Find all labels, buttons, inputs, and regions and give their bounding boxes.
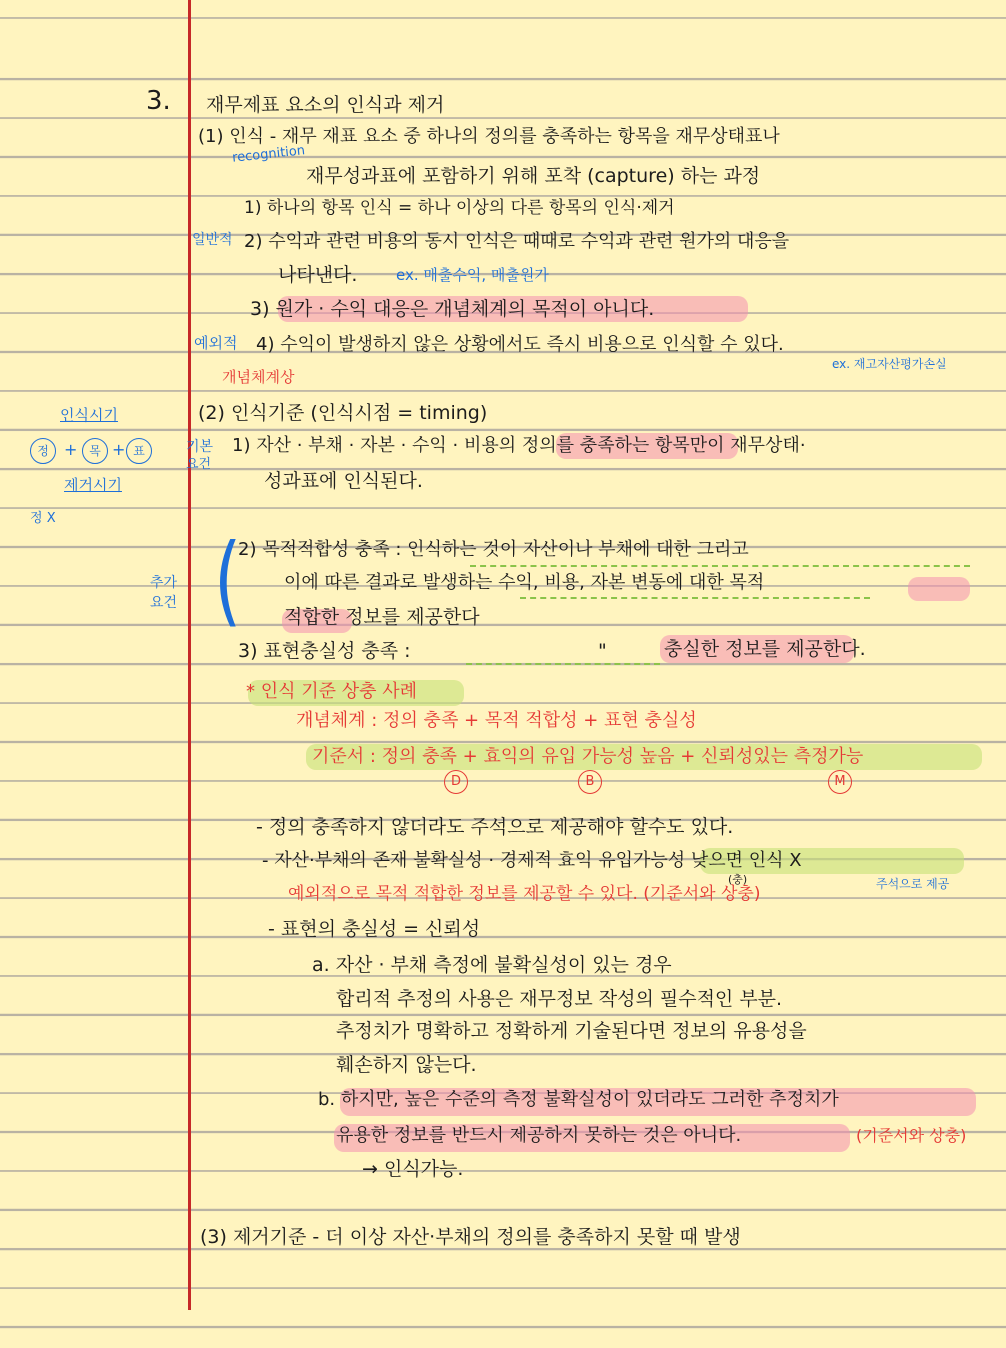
- dash2b: 예외적으로 목적 적합한 정보를 제공할 수 있다. (기준서와 상충): [288, 884, 761, 904]
- insik-sigi-note: 인식시기: [60, 406, 118, 424]
- circle-jeong: 정: [30, 438, 56, 464]
- a4: 훼손하지 않는다.: [336, 1054, 477, 1076]
- p1-item1: 1) 하나의 항목 인식 = 하나 이상의 다른 항목의 인식·제거: [244, 198, 675, 218]
- chung-note: (충): [728, 873, 748, 886]
- a2: 합리적 추정의 사용은 재무정보 작성의 필수적인 부분.: [336, 988, 783, 1010]
- p1-item2-example: ex. 매출수익, 매출원가: [396, 266, 549, 284]
- jeong-x-note: 정 X: [30, 511, 56, 526]
- gibon-note: 기본: [186, 439, 214, 455]
- p2-heading: (2) 인식기준 (인식시점 = timing): [198, 402, 488, 424]
- circle-m: M: [828, 770, 852, 794]
- ditto-mark: ": [598, 640, 607, 662]
- underline-item2b: [520, 597, 870, 599]
- circle-pyo: 표: [126, 438, 152, 464]
- b2: 유용한 정보를 반드시 제공하지 못하는 것은 아니다.: [336, 1125, 742, 1146]
- p1-item2b: 나타낸다.: [278, 264, 358, 286]
- jegeo-sigi-note: 제거시기: [64, 476, 122, 494]
- p2-item1a: 1) 자산 · 부채 · 자본 · 수익 · 비용의 정의를 충족하는 항목만이 재무상태·: [232, 435, 806, 456]
- yeoejeok-note: 예외적: [194, 334, 238, 352]
- p1-item4-example: ex. 재고자산평가손실: [832, 357, 947, 371]
- section-title: 재무제표 요소의 인식과 제거: [206, 94, 445, 116]
- underline-item3: [466, 663, 660, 665]
- bracket-note: (: [214, 522, 242, 638]
- circle-d: D: [444, 770, 468, 794]
- p3-line: (3) 제거기준 - 더 이상 자산·부채의 정의를 충족하지 못할 때 발생: [200, 1226, 741, 1248]
- juseok-jegong-note: 주석으로 제공: [876, 877, 950, 891]
- yogeon-note: 요건: [150, 595, 178, 611]
- dash2: - 자산·부채의 존재 불확실성 · 경제적 효익 유입가능성 낮으면 인식 X: [262, 850, 802, 871]
- section-number: 3.: [146, 86, 171, 116]
- p2-item1b: 성과표에 인식된다.: [264, 470, 423, 492]
- circle-mok: 목: [82, 438, 108, 464]
- b3: → 인식가능.: [362, 1158, 464, 1180]
- p1-item2a: 2) 수익과 관련 비용의 동시 인식은 때때로 수익과 관련 원가의 대응을: [244, 231, 790, 252]
- p1-item4: 4) 수익이 발생하지 않은 상황에서도 즉시 비용으로 인식할 수 있다.: [256, 334, 784, 355]
- b2-note: (기준서와 상충): [856, 1126, 967, 1145]
- a1: a. 자산 · 부채 측정에 불확실성이 있는 경우: [312, 954, 672, 976]
- chuga-note: 추가: [150, 575, 178, 591]
- underline-item2a: [470, 565, 970, 567]
- p1-line1: (1) 인식 - 재무 재표 요소 중 하나의 정의를 충족하는 항목을 재무상태표나: [198, 126, 780, 147]
- highlight-mokjeok: [908, 577, 970, 601]
- gaenyeom-note: 개념체계상: [222, 368, 295, 386]
- p2-item3: 3) 표현충실성 충족 :: [238, 640, 411, 662]
- sangchung-title: * 인식 기준 상충 사례: [246, 681, 417, 702]
- gaenyeom-line: 개념체계 : 정의 충족 + 목적 적합성 + 표현 충실성: [296, 710, 697, 731]
- p1-item3: 3) 원가 · 수익 대응은 개념체계의 목적이 아니다.: [250, 298, 655, 320]
- red-margin-line: [188, 0, 191, 1310]
- p2-item2a: 2) 목적적합성 충족 : 인식하는 것이 자산이나 부채에 대한 그리고: [238, 539, 749, 560]
- gijunseo-line: 기준서 : 정의 충족 + 효익의 유입 가능성 높음 + 신뢰성있는 측정가능: [312, 746, 864, 767]
- p1-line2: 재무성과표에 포함하기 위해 포착 (capture) 하는 과정: [306, 165, 761, 187]
- plus-1: +: [64, 440, 78, 459]
- b1: b. 하지만, 높은 수준의 측정 불확실성이 있더라도 그러한 추정치가: [318, 1089, 839, 1110]
- dash3: - 표현의 충실성 = 신뢰성: [268, 918, 481, 940]
- ilban-note: 일반적: [192, 232, 233, 248]
- recognition-note: recognition: [231, 143, 306, 166]
- p2-item3b: 충실한 정보를 제공한다.: [664, 638, 866, 660]
- dash1: - 정의 충족하지 않더라도 주석으로 제공해야 할수도 있다.: [256, 816, 734, 838]
- circle-b: B: [578, 770, 602, 794]
- gibon-yogeon-note: 요건: [186, 457, 212, 472]
- a3: 추정치가 명확하고 정확하게 기술된다면 정보의 유용성을: [336, 1020, 807, 1042]
- p2-item2b: 이에 따른 결과로 발생하는 수익, 비용, 자본 변동에 대한 목적: [284, 572, 765, 593]
- plus-2: +: [112, 440, 126, 459]
- p2-item2c: 적합한 정보를 제공한다: [284, 606, 480, 628]
